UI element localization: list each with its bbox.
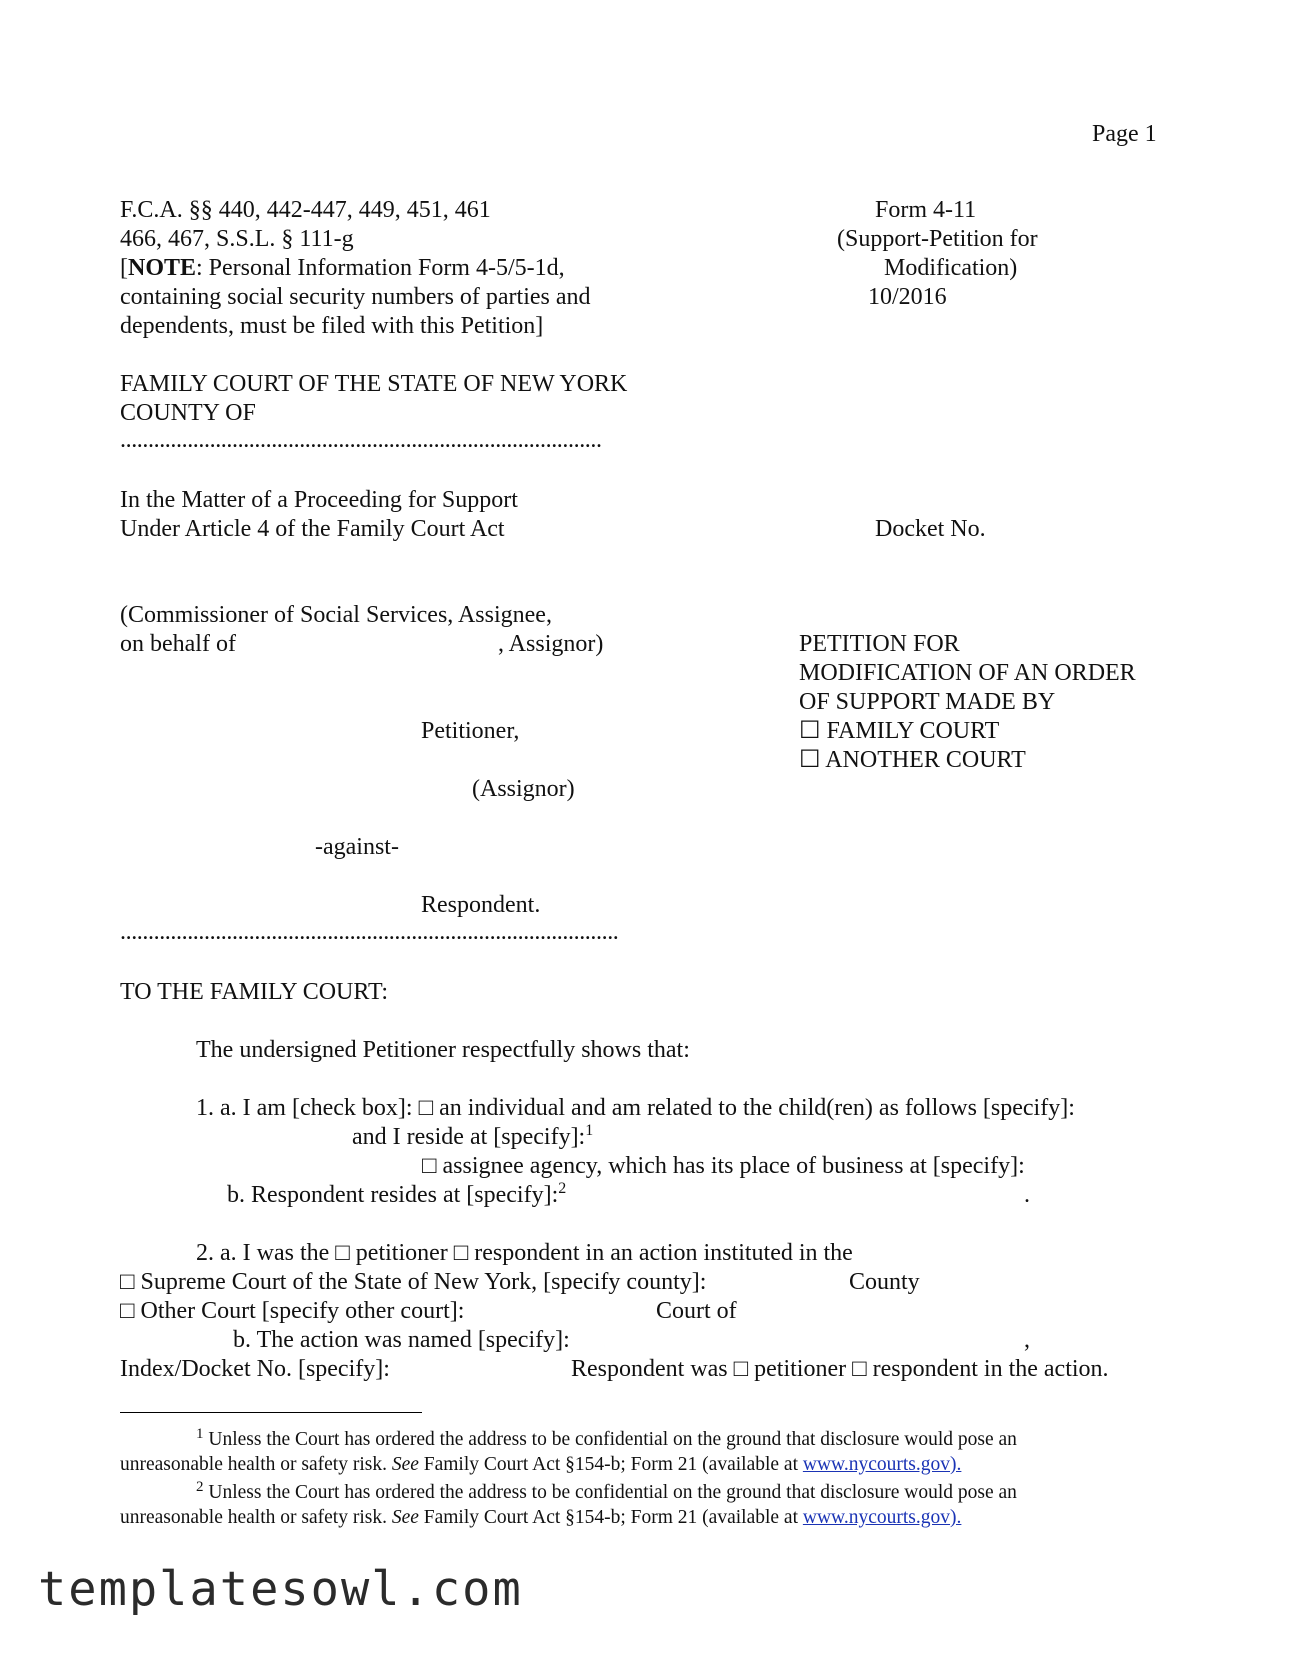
index-docket-label: Index/Docket No. [specify]: [120, 1356, 390, 1382]
footnote-separator [120, 1412, 422, 1413]
statute-line-1: F.C.A. §§ 440, 442-447, 449, 451, 461 [120, 197, 491, 223]
intro-text: The undersigned Petitioner respectfully shows that: [196, 1037, 690, 1063]
matter-line-2: Under Article 4 of the Family Court Act [120, 516, 505, 542]
paragraph-2b: b. The action was named [specify]: [233, 1327, 570, 1353]
petition-title-line-2: MODIFICATION OF AN ORDER [799, 660, 1136, 686]
family-court-checkbox[interactable]: ☐ FAMILY COURT [799, 718, 1000, 744]
note-label: NOTE [128, 255, 197, 281]
footnote-1-line-1: $^1$ Unless the Court has ordered the address to be confidential on the ground that disclosure would pose an [196, 1426, 1017, 1450]
form-desc-line-2: Modification) [884, 255, 1018, 281]
against-label: -against- [315, 834, 399, 860]
footnote-1-line-2: unreasonable health or safety risk. See Family Court Act §154-b; Form 21 (available at www.nycourts.gov). [120, 1454, 962, 1475]
assignor-label: (Assignor) [472, 776, 575, 802]
note-line-3: dependents, must be filed with this Petition] [120, 313, 544, 339]
matter-line-1: In the Matter of a Proceeding for Support [120, 487, 518, 513]
watermark-text: templatesowl.com [38, 1562, 523, 1617]
form-number: Form 4-11 [875, 197, 977, 223]
caption-dotted-line: ......................................................................................... [120, 919, 619, 945]
another-court-checkbox[interactable]: ☐ ANOTHER COURT [799, 747, 1026, 773]
petitioner-label: Petitioner, [421, 718, 520, 744]
commissioner-line-2a: on behalf of [120, 631, 236, 657]
docket-label: Docket No. [875, 516, 986, 542]
county-suffix: County [849, 1269, 920, 1295]
court-of-label: Court of [656, 1298, 737, 1324]
commissioner-line-1: (Commissioner of Social Services, Assignee, [120, 602, 552, 628]
paragraph-2b-comma: , [1024, 1327, 1030, 1353]
paragraph-2a-line-1: 2. a. I was the □ petitioner □ respondent in an action instituted in the [196, 1240, 853, 1266]
paragraph-1b-end: . [1024, 1182, 1030, 1208]
note-line-1: [NOTE: Personal Information Form 4-5/5-1d, [120, 255, 565, 281]
nycourts-link-2[interactable]: www.nycourts.gov). [802, 1507, 962, 1528]
petition-title-line-3: OF SUPPORT MADE BY [799, 689, 1056, 715]
footnote-2-line-1: $^2$ Unless the Court has ordered the address to be confidential on the ground that disclosure would pose an [196, 1479, 1017, 1503]
form-desc-line-1: (Support-Petition for [837, 226, 1038, 252]
court-name: FAMILY COURT OF THE STATE OF NEW YORK [120, 371, 628, 397]
respondent-label: Respondent. [421, 892, 541, 918]
commissioner-line-2b: , Assignor) [498, 631, 604, 657]
petition-title-line-1: PETITION FOR [799, 631, 960, 657]
court-dotted-line: ...................................................................................... [120, 427, 602, 453]
nycourts-link-1[interactable]: www.nycourts.gov). [802, 1454, 962, 1475]
footnote-2-line-2: unreasonable health or safety risk. See Family Court Act §154-b; Form 21 (available at www.nycourts.gov). [120, 1507, 962, 1528]
note-line-2: containing social security numbers of parties and [120, 284, 591, 310]
to-the-court: TO THE FAMILY COURT: [120, 979, 389, 1005]
paragraph-1a-line-1: 1. a. I am [check box]: □ an individual and am related to the child(ren) as follows [specify]: [196, 1095, 1075, 1121]
footnote-ref-1[interactable]: 1 [585, 1122, 594, 1139]
respondent-role-line: Respondent was □ petitioner □ respondent in the action. [571, 1356, 1109, 1382]
other-court-option[interactable]: □ Other Court [specify other court]: [120, 1298, 465, 1324]
footnote-ref-2[interactable]: 2 [558, 1180, 567, 1197]
form-date: 10/2016 [868, 284, 947, 310]
statute-line-2: 466, 467, S.S.L. § 111-g [120, 226, 354, 252]
paragraph-1a-line-3: □ assignee agency, which has its place of business at [specify]: [422, 1153, 1025, 1179]
supreme-court-option[interactable]: □ Supreme Court of the State of New York, [specify county]: [120, 1269, 707, 1295]
paragraph-1b: b. Respondent resides at [specify]:$^2$ [227, 1180, 567, 1208]
county-label: COUNTY OF [120, 400, 256, 426]
paragraph-1a-line-2: and I reside at [specify]:$^1$ [352, 1122, 594, 1150]
page-number: Page 1 [1092, 121, 1157, 147]
